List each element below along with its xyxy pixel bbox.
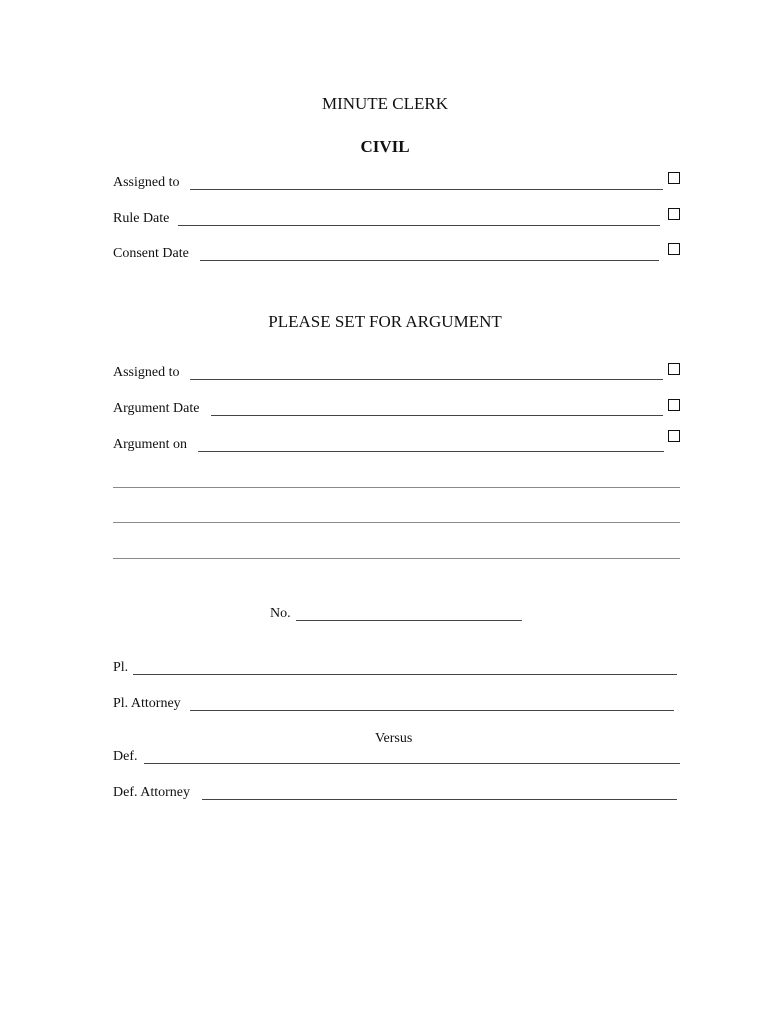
civil-rule-date-checkbox[interactable] [668, 208, 680, 220]
civil-consent-date-label: Consent Date [113, 246, 189, 261]
argument-on-label: Argument on [113, 437, 188, 452]
form-title: MINUTE CLERK [321, 94, 449, 113]
case-number-field[interactable] [296, 620, 522, 621]
argument-date-checkbox[interactable] [668, 399, 680, 411]
argument-heading: PLEASE SET FOR ARGUMENT [268, 312, 502, 331]
argument-on-checkbox[interactable] [668, 430, 680, 442]
defendant-label: Def. [113, 749, 138, 764]
civil-consent-date-checkbox[interactable] [668, 243, 680, 255]
argument-assigned-to-field[interactable] [190, 379, 663, 380]
argument-assigned-to-label: Assigned to [113, 365, 180, 380]
civil-consent-date-field[interactable] [200, 260, 659, 261]
plaintiff-attorney-label: Pl. Attorney [113, 696, 181, 711]
plaintiff-attorney-field[interactable] [190, 710, 674, 711]
argument-date-label: Argument Date [113, 401, 200, 416]
civil-assigned-to-checkbox[interactable] [668, 172, 680, 184]
defendant-field[interactable] [144, 763, 680, 764]
argument-extra-line[interactable] [113, 558, 680, 559]
plaintiff-field[interactable] [133, 674, 677, 675]
argument-on-field[interactable] [198, 451, 664, 452]
defendant-attorney-label: Def. Attorney [113, 785, 190, 800]
case-number-label: No. [270, 606, 291, 621]
versus-label: Versus [375, 731, 413, 746]
civil-assigned-to-field[interactable] [190, 189, 663, 190]
form-subtitle: CIVIL [360, 137, 410, 156]
argument-assigned-to-checkbox[interactable] [668, 363, 680, 375]
civil-rule-date-field[interactable] [178, 225, 660, 226]
argument-extra-line[interactable] [113, 522, 680, 523]
argument-date-field[interactable] [211, 415, 663, 416]
civil-assigned-to-label: Assigned to [113, 175, 180, 190]
plaintiff-label: Pl. [113, 660, 129, 675]
civil-rule-date-label: Rule Date [113, 211, 170, 226]
argument-extra-line[interactable] [113, 487, 680, 488]
defendant-attorney-field[interactable] [202, 799, 677, 800]
